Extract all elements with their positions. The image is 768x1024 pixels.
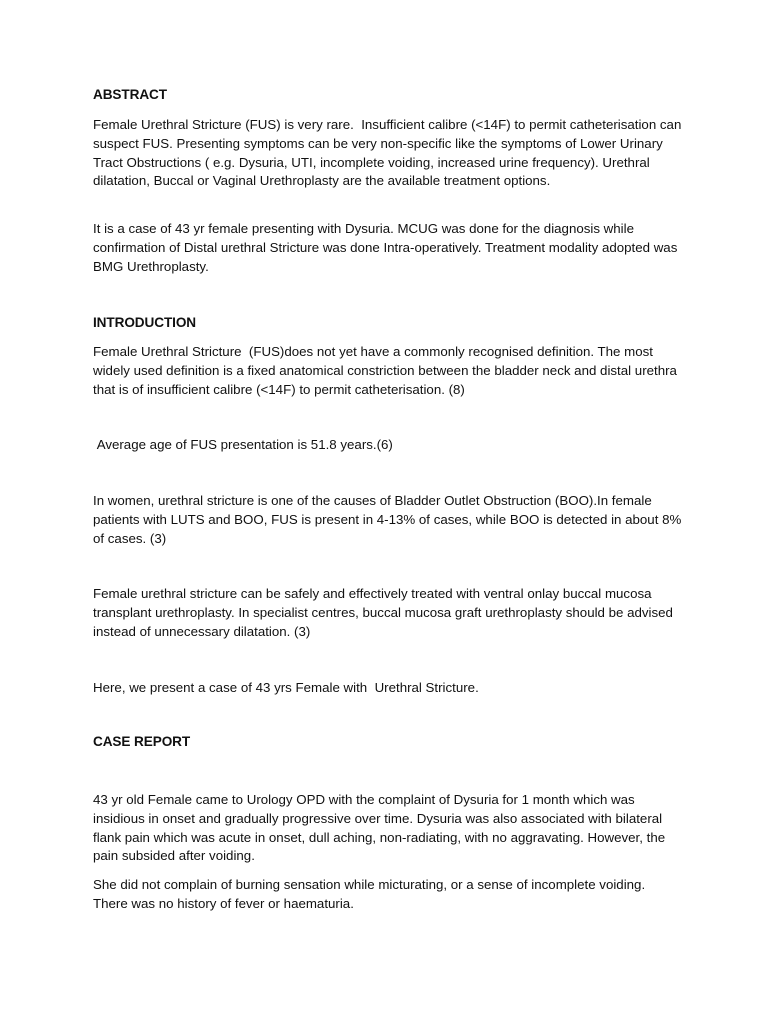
introduction-paragraph-2: Average age of FUS presentation is 51.8 years.(6) — [93, 437, 393, 452]
introduction-heading: INTRODUCTION — [93, 315, 197, 330]
case-report-heading: CASE REPORT — [93, 734, 191, 749]
introduction-paragraph-4: Female urethral stricture can be safely and effectively treated with ventral onlay buccal mucosa transplant urethroplasty. In specialist centres, buccal mucosa graft urethroplasty should be advised instead of unnecessary dilatation. (3) — [93, 586, 677, 639]
case-report-paragraph-1: 43 yr old Female came to Urology OPD with the complaint of Dysuria for 1 month which was insidious in onset and gradually progressive over time. Dysuria was also associated with bilateral flank pain which was acute in onset, dull aching, non-radiating, with no aggravating. However, the pain subsided after voiding. — [93, 792, 669, 864]
abstract-heading: ABSTRACT — [93, 87, 167, 102]
introduction-paragraph-5: Here, we present a case of 43 yrs Female with Urethral Stricture. — [93, 680, 479, 695]
abstract-paragraph-2: It is a case of 43 yr female presenting with Dysuria. MCUG was done for the diagnosis while confirmation of Distal urethral Stricture was done Intra-operatively. Treatment modality adopted was BMG Urethroplasty. — [93, 221, 682, 274]
introduction-paragraph-1: Female Urethral Stricture (FUS)does not yet have a commonly recognised definition. The most widely used definition is a fixed anatomical constriction between the bladder neck and distal urethra that is of insufficient calibre (<14F) to permit catheterisation. (8) — [93, 344, 681, 397]
case-report-paragraph-2: She did not complain of burning sensation while micturating, or a sense of incomplete voiding. There was no history of fever or haematuria. — [93, 877, 649, 911]
introduction-paragraph-3: In women, urethral stricture is one of the causes of Bladder Outlet Obstruction (BOO).In female patients with LUTS and BOO, FUS is present in 4-13% of cases, while BOO is detected in about 8% of cases. (3) — [93, 493, 686, 546]
abstract-paragraph-1: Female Urethral Stricture (FUS) is very rare. Insufficient calibre (<14F) to permit catheterisation can suspect FUS. Presenting symptoms can be very non-specific like the symptoms of Lower Urinary Tract Obstructions ( e.g. Dysuria, UTI, incomplete voiding, increased urine frequency). Urethral dilatation, Buccal or Vaginal Urethroplasty are the available treatment options. — [93, 117, 686, 189]
